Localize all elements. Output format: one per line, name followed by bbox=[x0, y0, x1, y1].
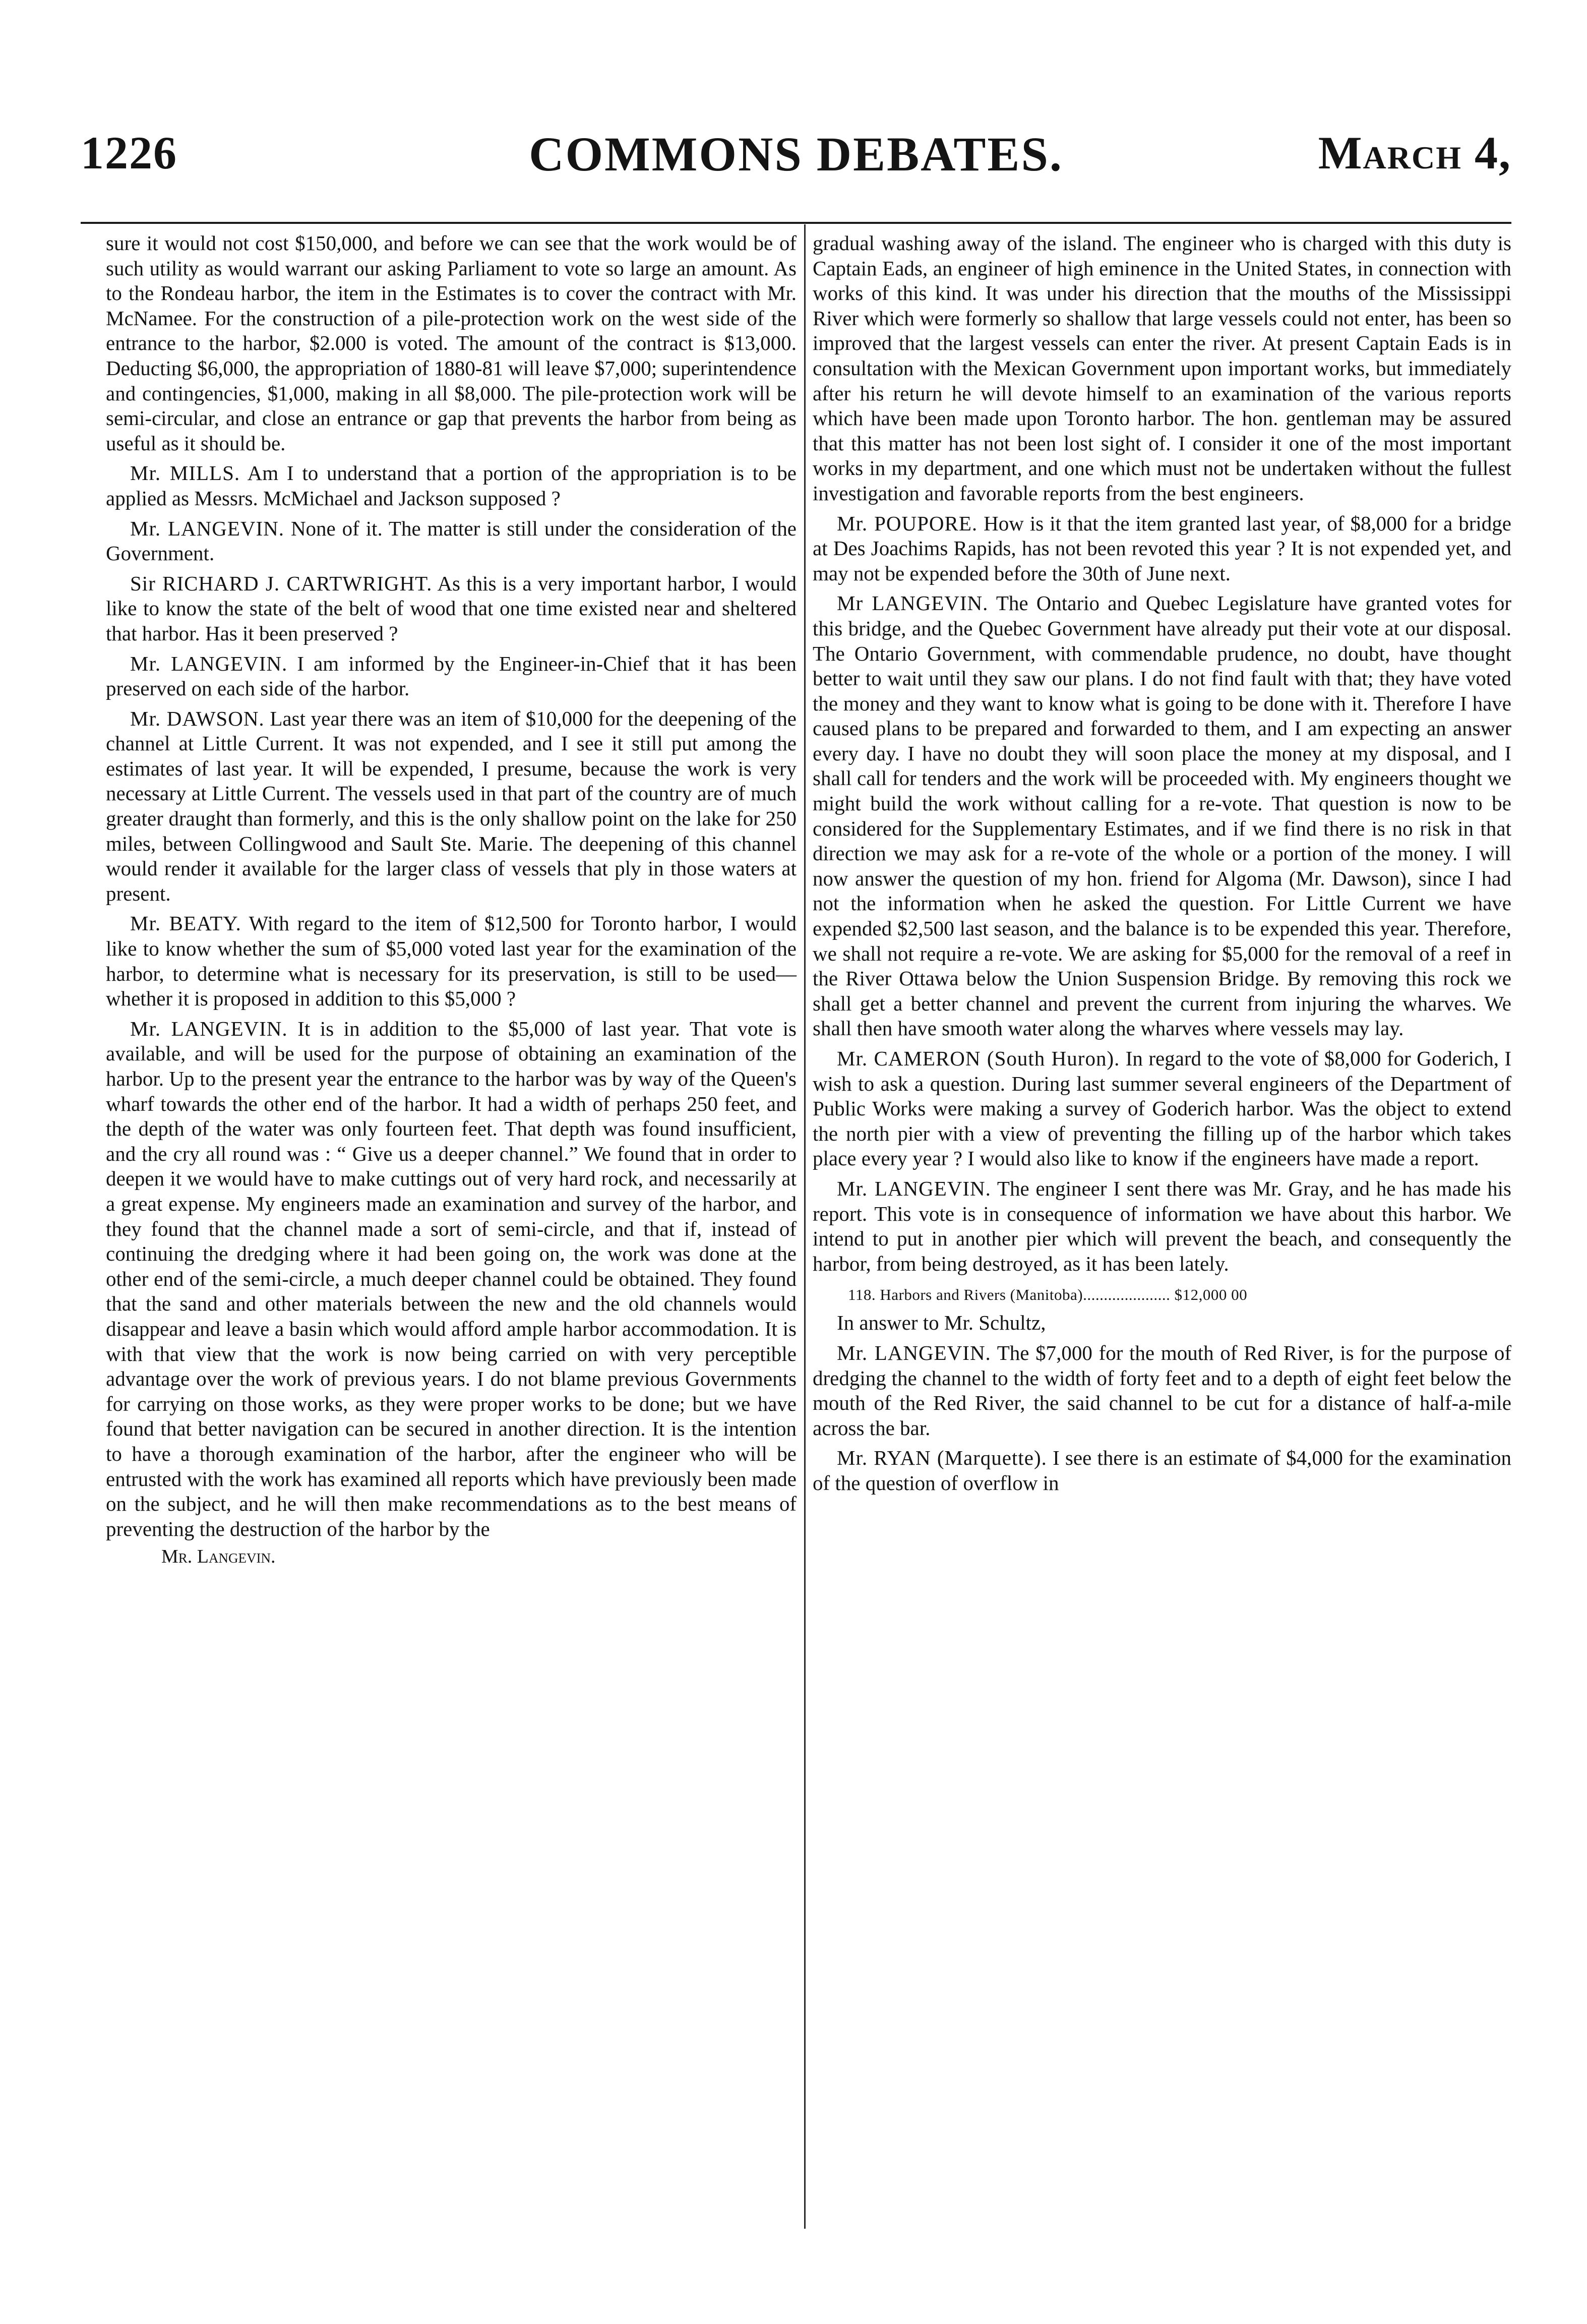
paragraph bbox=[813, 1446, 1511, 1496]
paragraph bbox=[813, 1176, 1511, 1276]
paragraph bbox=[813, 1341, 1511, 1441]
paragraph bbox=[106, 571, 797, 646]
paragraph-text: The Ontario and Quebec Legislature have granted votes for this bridge, and the Quebec Government have already put their vote at our disposal. The Ontario Government, with commendable prudence, no doubt, have thought better to wait until they saw our plans. I do not find fault with that; they have voted the money and they want to know what is going to be done with it. Therefore I have caused plans to be prepared and forwarded to them, and I am expecting an answer every day. I have no doubt they will soon place the money at my disposal, and I shall call for tenders and the work will be proceeded with. My engineers thought we might build the work without calling for a re-vote. That question is now to be considered for the Supplementary Estimates, and if we find there is no risk in that direction we may ask for a re-vote of the whole or a portion of the money. I will now answer the question of my hon. friend for Algoma (Mr. Dawson), since I had not the information when he asked the question. For Little Current we have expended $2,500 last season, and the balance is to be expended this year. Therefore, we shall not require a re-vote. We are asking for $5,000 for the removal of a reef in the River Ottawa below the Union Suspension Bridge. By removing this rock we shall get a better channel and prevent the current from injuring the wharves. We shall then have smooth water along the wharves where vessels may lay. bbox=[813, 591, 1511, 1040]
speaker-name: Mr. LANGEVIN. bbox=[130, 516, 285, 540]
speaker-name: Mr. LANGEVIN. bbox=[837, 1341, 991, 1364]
speaker-name: Mr. MILLS. bbox=[130, 461, 240, 485]
paragraph bbox=[106, 231, 797, 456]
paragraph bbox=[106, 651, 797, 701]
speaker-name: Mr. DAWSON. bbox=[130, 706, 265, 730]
speaker-name: Mr. CAMERON (South Huron). bbox=[837, 1047, 1120, 1070]
paragraph-text: sure it would not cost $150,000, and before we can see that the work would be of such utility as would warrant our asking Parliament to vote so large an amount. As to the Rondeau harbor, the item in the Estimates is to cover the contract with Mr. McNamee. For the construction of a pile-protection work on the west side of the entrance to the harbor, $2.000 is voted. The amount of the contract is $13,000. Deducting $6,000, the appropriation of 1880-81 will leave $7,000; superintendence and contingencies, $1,000, making in all $8,000. The pile-protection work will be semi-circular, and close an entrance or gap that prevents the harbor from being as useful as it should be. bbox=[106, 231, 797, 455]
paragraph-text: I see there is an estimate of $4,000 for the examination of the question of overflow in bbox=[813, 1446, 1511, 1495]
paragraph-text: The $7,000 for the mouth of Red River, is for the purpose of dredging the channel to the width of forty feet and to a depth of eight feet below the mouth of the Red River, the said channel to be cut for a distance of half-a-mile across the bar. bbox=[813, 1341, 1511, 1440]
speaker-name: Mr. BEATY. bbox=[130, 912, 241, 935]
page-number: 1226 bbox=[81, 127, 177, 178]
speaker-name: Sir RICHARD J. CARTWRIGHT. bbox=[130, 571, 433, 595]
paragraph bbox=[106, 706, 797, 907]
paragraph bbox=[813, 1046, 1511, 1171]
paragraph-text: gradual washing away of the island. The engineer who is charged with this duty is Captain Eads, an engineer of high eminence in the United States, in connection with works of this kind. It was under his direction that the mouths of the Mississippi River which were formerly so shallow that large vessels could not enter, has been so improved that the largest vessels can enter the river. At present Captain Eads is in consultation with the Mexican Government upon important works, but immediately after his return he will devote himself to an examination of the various reports which have been made upon Toronto harbor. The hon. gentleman may be assured that this matter has not been lost sight of. I consider it one of the most important works in my department, and one which must not be undertaken without the fullest investigation and favorable reports from the best engineers. bbox=[813, 231, 1511, 505]
paragraph bbox=[106, 911, 797, 1011]
catchword: Mr. Langevin. bbox=[161, 1546, 276, 1568]
header-date: March 4, bbox=[1318, 127, 1511, 178]
speaker-name: Mr. RYAN (Marquette). bbox=[837, 1446, 1047, 1470]
header-rule bbox=[81, 222, 1511, 224]
paragraph-text: It is in addition to the $5,000 of last year. That vote is available, and will be used for the purpose of obtaining an examination of the harbor. Up to the present year the entrance to the harbor was by way of the Queen's wharf towards the other end of the harbor. It had a width of perhaps 250 feet, and the depth of the water was only fourteen feet. That depth was found insufficient, and the cry all round was : “ Give us a deeper channel.” We found that in order to deepen it we would have to make cuttings out of very hard rock, and necessarily at a great expense. My engineers made an examination and survey of the harbor, and they found that the channel made a sort of semi-circle, and that if, instead of continuing the dredging where it had been going on, the work was done at the other end of the semi-circle, a much deeper channel could be obtained. They found that the sand and other materials between the new and the old channels would disappear and leave a basin which would afford ample harbor accommodation. It is with that view that the work is now being carried on with very perceptible advantage over the work of previous years. I do not blame previous Governments for carrying on those works, as they were proper works to be done; but we have found that better navigation can be secured in another direction. It is the intention to have a thorough examination of the harbor, after the engineer who will be entrusted with the work has examined all reports which have previously been made on the subject, and he will then make recommendations as to the best means of preventing the destruction of the harbor by the bbox=[106, 1017, 797, 1540]
paragraph-text: I am informed by the Engineer-in-Chief that it has been preserved on each side of the harbor. bbox=[106, 651, 797, 700]
speaker-name: Mr. LANGEVIN. bbox=[837, 1176, 991, 1200]
paragraph-text: Am I to understand that a portion of the appropriation is to be applied as Messrs. McMichael and Jackson supposed ? bbox=[106, 461, 797, 510]
paragraph bbox=[106, 1017, 797, 1541]
paragraph-text: How is it that the item granted last year, of $8,000 for a bridge at Des Joachims Rapids, has not been revoted this year ? It is not expended yet, and may not be expended before the 30th of June next. bbox=[813, 511, 1512, 585]
paragraph-text: The engineer I sent there was Mr. Gray, and he has made his report. This vote is in consequence of information we have about this harbor. We intend to put in another pier which will prevent the beach, and consequently the harbor, from being destroyed, as it has been lately. bbox=[813, 1176, 1511, 1275]
estimate-item: 118. Harbors and Rivers (Manitoba)..................... $12,000 00 bbox=[848, 1286, 1248, 1304]
right-column bbox=[813, 231, 1511, 1496]
paragraph bbox=[813, 231, 1511, 506]
paragraph-text: As this is a very important harbor, I would like to know the state of the belt of wood that one time existed near and sheltered that harbor. Has it been preserved ? bbox=[106, 571, 797, 645]
column-divider bbox=[804, 224, 806, 2229]
speaker-name: Mr. LANGEVIN. bbox=[130, 651, 288, 675]
paragraph-text: In regard to the vote of $8,000 for Goderich, I wish to ask a question. During last summer several engineers of the Department of Public Works were making a survey of Goderich harbor. Was the object to extend the north pier with a view of preventing the filling up of the harbor which takes place every year ? I would also like to know if the engineers have made a report. bbox=[813, 1047, 1511, 1170]
paragraph bbox=[106, 461, 797, 511]
paragraph-text: None of it. The matter is still under the consideration of the Government. bbox=[106, 516, 797, 565]
speaker-name: Mr. POUPORE. bbox=[837, 511, 978, 535]
speaker-name: Mr LANGEVIN. bbox=[837, 591, 989, 615]
speaker-name: Mr. LANGEVIN. bbox=[130, 1017, 288, 1040]
paragraph-text: With regard to the item of $12,500 for Toronto harbor, I would like to know whether the sum of $5,000 voted last year for the examination of the harbor, to determine what is necessary for its preservation, is still to be used—whether it is proposed in addition to this $5,000 ? bbox=[106, 912, 797, 1010]
paragraph bbox=[813, 511, 1511, 586]
paragraph bbox=[106, 516, 797, 566]
paragraph bbox=[813, 591, 1511, 1041]
left-column bbox=[106, 231, 797, 1570]
paragraph-text: Last year there was an item of $10,000 for the deepening of the channel at Little Current. It was not expended, and I see it still put among the estimates of last year. It will be expended, I presume, because the work is very necessary at Little Current. The vessels used in that part of the country are of much greater draught than formerly, and this is the only shallow point on the lake for 250 miles, between Collingwood and Sault Ste. Marie. The deepening of this channel would render it available for the larger class of vessels that ply in those waters at present. bbox=[106, 706, 797, 905]
running-title: COMMONS DEBATES. bbox=[529, 127, 1063, 181]
page-header bbox=[81, 126, 1511, 192]
answer-intro: In answer to Mr. Schultz, bbox=[837, 1311, 1046, 1335]
